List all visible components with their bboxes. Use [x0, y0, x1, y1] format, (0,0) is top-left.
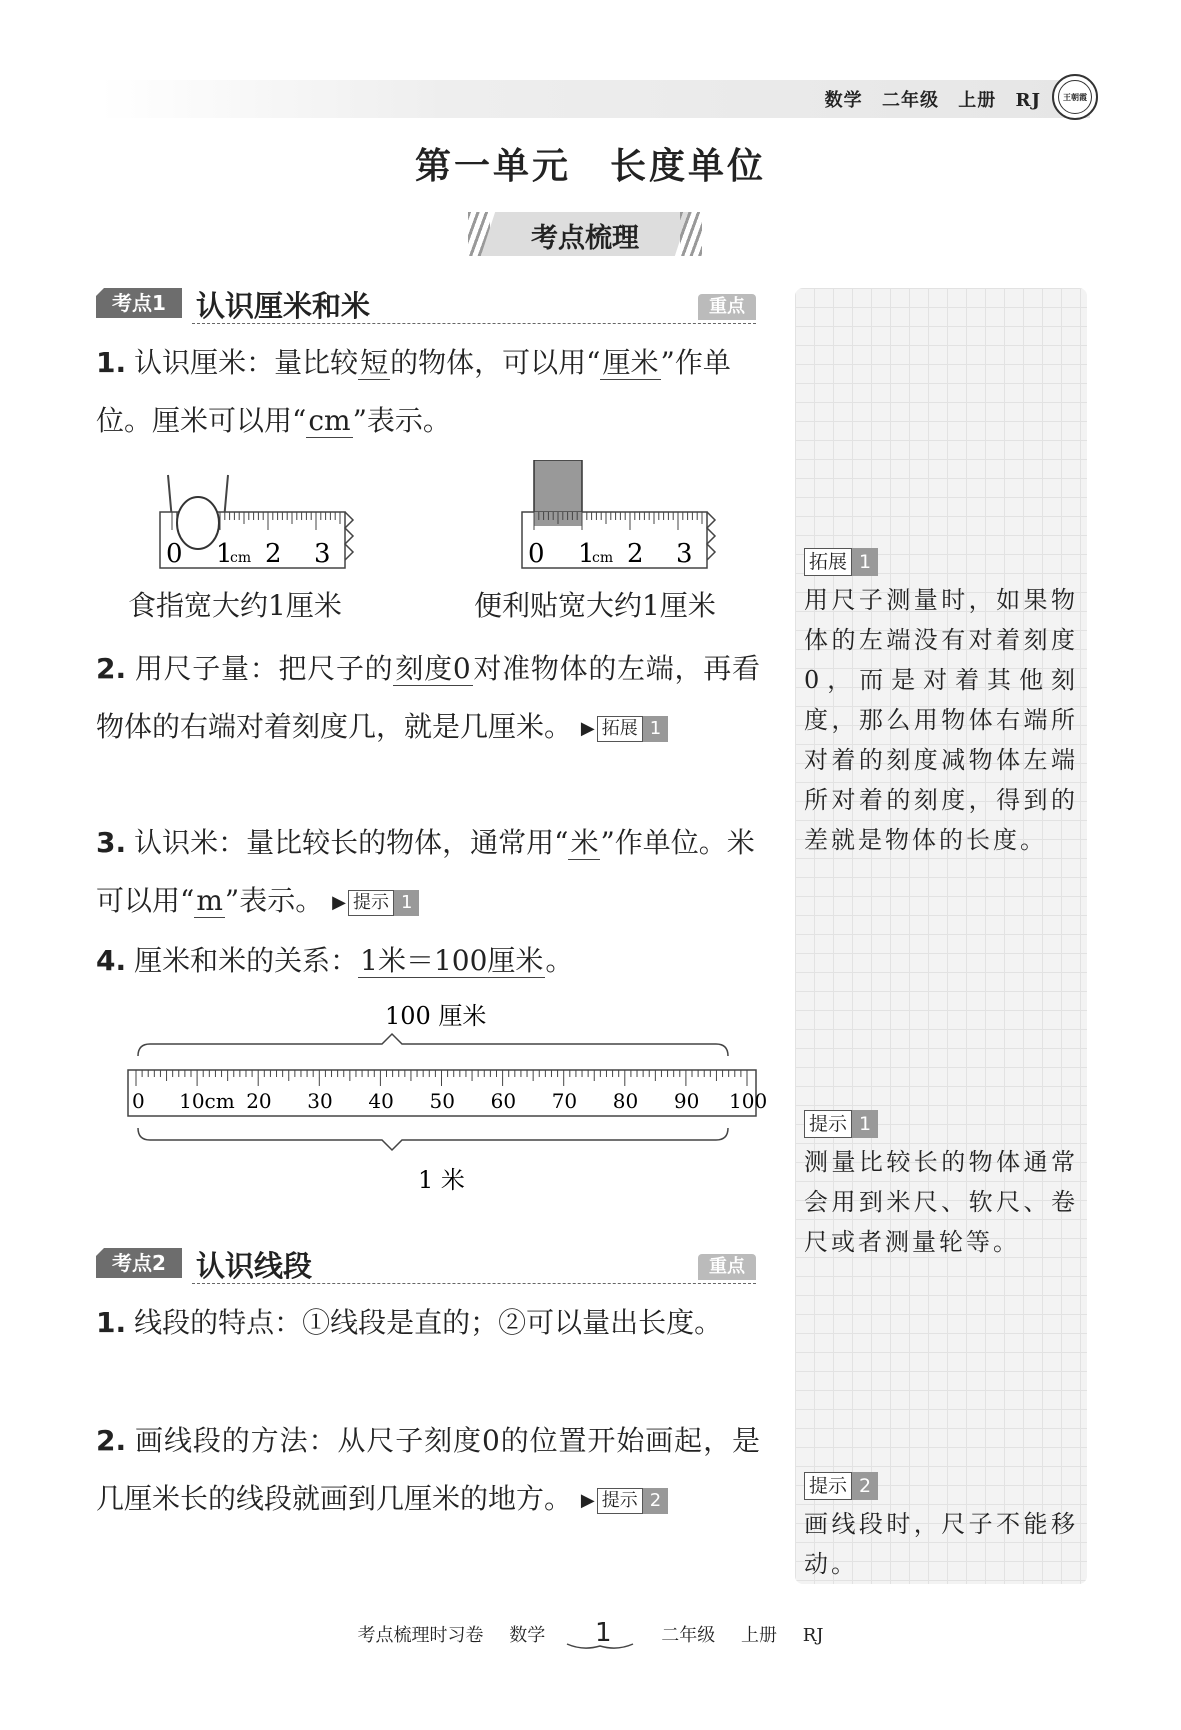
ruler-unit: cm — [592, 550, 614, 566]
header-info — [813, 86, 1041, 112]
ruler-label-3: 3 — [314, 539, 331, 569]
meter-tick-label: 60 — [490, 1089, 517, 1113]
note-hint-1-text: 测量比较长的物体通常会用到米尺、软尺、卷尺或者测量轮等。 — [804, 1148, 1078, 1256]
meter-tick-label: 20 — [246, 1089, 272, 1113]
finger-caption: 食指宽大约1厘米 — [128, 589, 342, 622]
meter-tick-label: 50 — [429, 1089, 455, 1113]
ref-expand-1[interactable]: ▶ 拓展 1 — [581, 716, 668, 742]
ruler-label-3: 3 — [676, 539, 693, 569]
note-expand-1-text: 用尺子测量时，如果物体的左端没有对着刻度0，而是对着其他刻度，那么用物体右端所对着的刻度减物体左端所对着的刻度，得到的差就是物体的长度。 — [804, 586, 1078, 854]
ruler-unit: cm — [230, 550, 252, 566]
meter-tick-label: 90 — [673, 1089, 700, 1113]
meter-tick-label: 0 — [132, 1089, 145, 1113]
footer-term: 上册 — [740, 1625, 777, 1646]
topic-1-item-4: 4. 厘米和米的关系：1米＝100厘米。 — [96, 944, 574, 977]
publisher-logo — [1052, 74, 1098, 120]
meter-tick-label: 80 — [612, 1089, 639, 1113]
header-grade: 二年级 — [881, 90, 939, 111]
note-expand-1-header: 拓展 1 — [804, 548, 878, 576]
topic-1-item-3: 3. 认识米：量比较长的物体，通常用“米”作单位。米可以用“m”表示。 ▶ 提示 1 — [96, 826, 755, 917]
sticky-ruler-figure — [512, 460, 752, 575]
header-subject: 数学 — [824, 90, 863, 111]
header-term: 上册 — [958, 90, 997, 111]
footer-edition: RJ — [802, 1625, 824, 1646]
header-edition: RJ — [1015, 90, 1041, 111]
topic-2-item-2: 2. 画线段的方法：从尺子刻度0的位置开始画起，是几厘米长的线段就画到几厘米的地方。 ▶ 提示 2 — [96, 1424, 760, 1515]
topic-tag: 考点2 — [96, 1248, 182, 1278]
footer-title: 考点梳理时习卷 — [357, 1625, 484, 1646]
note-hint-1-header: 提示 1 — [804, 1110, 878, 1138]
topic-name: 认识线段 — [196, 1249, 313, 1283]
ref-hint-2[interactable]: ▶ 提示 2 — [581, 1488, 668, 1514]
page-footer — [0, 1618, 1181, 1648]
ruler-label-0: 0 — [528, 539, 545, 569]
meter-ruler-figure — [120, 998, 770, 1198]
topic-tag: 考点1 — [96, 288, 182, 318]
note-hint-2-text: 画线段时，尺子不能移动。 — [804, 1510, 1078, 1578]
topic-name: 认识厘米和米 — [196, 289, 371, 323]
section-title: 考点梳理 — [531, 223, 639, 254]
meter-tick-label: 40 — [368, 1089, 394, 1113]
meter-tick-label: 10cm — [179, 1089, 235, 1113]
sidebar-notes — [795, 288, 1087, 1584]
logo-text: 王朝霞 — [1063, 91, 1087, 102]
topic-1-item-1: 1. 认识厘米：量比较短的物体，可以用“厘米”作单位。厘米可以用“cm”表示。 — [96, 346, 731, 437]
topic-1-header — [96, 284, 756, 324]
footer-subject: 数学 — [509, 1625, 546, 1646]
meter-tick-label: 70 — [551, 1089, 578, 1113]
note-hint-2-header: 提示 2 — [804, 1472, 878, 1500]
footer-grade: 二年级 — [661, 1625, 716, 1646]
ref-hint-1[interactable]: ▶ 提示 1 — [332, 890, 419, 916]
ruler-label-2: 2 — [265, 539, 282, 569]
meter-tick-label: 30 — [307, 1089, 333, 1113]
meter-top-label: 100 厘米 — [385, 1002, 487, 1030]
ruler-label-0: 0 — [166, 539, 183, 569]
meter-bottom-label: 1 米 — [418, 1166, 465, 1194]
topic-1-item-2: 2. 用尺子量：把尺子的刻度0对准物体的左端，再看物体的右端对着刻度几，就是几厘米。 ▶ 拓展 1 — [96, 652, 760, 743]
topic-2-item-1: 1. 线段的特点：①线段是直的；②可以量出长度。 — [96, 1306, 723, 1339]
key-point-badge: 重点 — [698, 1254, 756, 1280]
section-badge — [476, 212, 694, 256]
finger-ruler-figure — [150, 460, 390, 575]
page-number: 1 — [571, 1618, 636, 1648]
ruler-label-2: 2 — [627, 539, 644, 569]
topic-2-header — [96, 1244, 756, 1284]
meter-tick-label: 100 — [729, 1089, 768, 1113]
ruler-label-1: 1 — [216, 539, 233, 569]
unit-title: 第一单元 长度单位 — [414, 145, 766, 187]
sticky-caption: 便利贴宽大约1厘米 — [474, 589, 716, 622]
key-point-badge: 重点 — [698, 294, 756, 320]
ruler-label-1: 1 — [578, 539, 595, 569]
